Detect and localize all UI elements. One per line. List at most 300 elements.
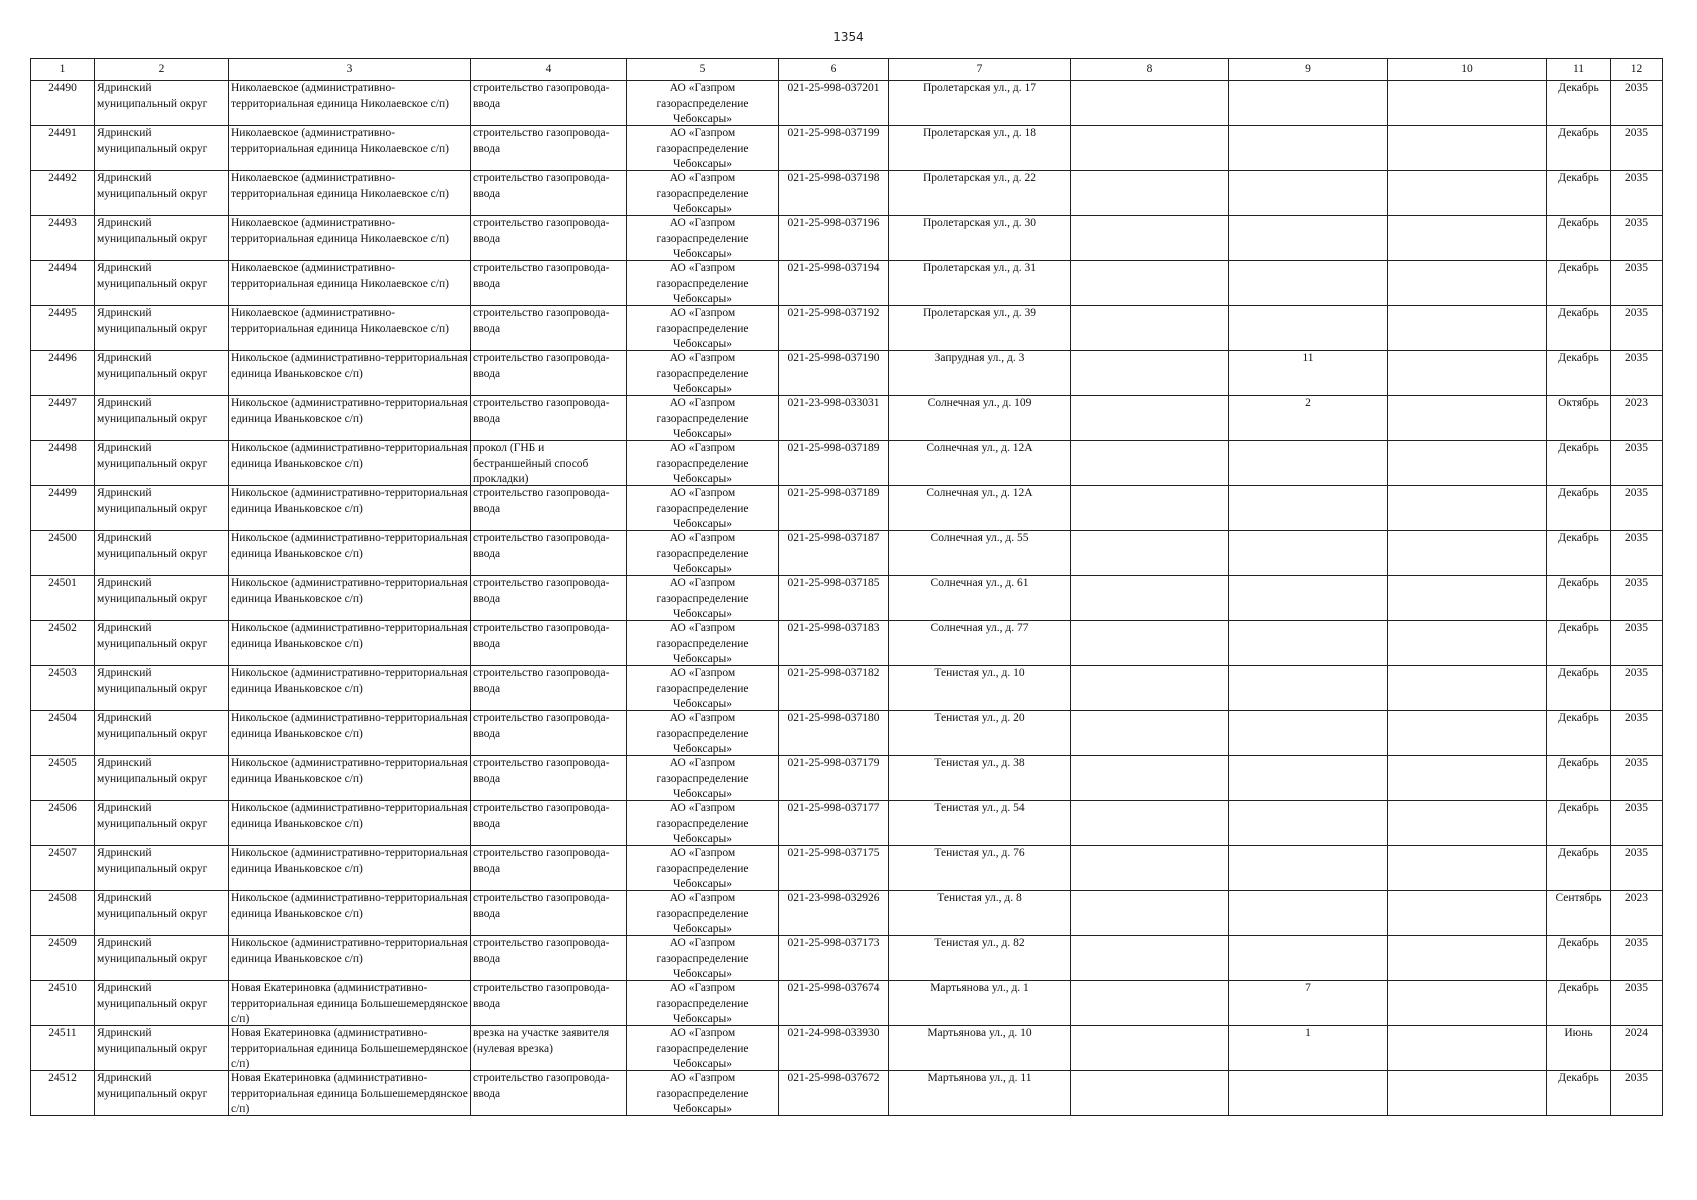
address-cell-text: Солнечная ул., д. 109 bbox=[927, 397, 1032, 409]
column-header: 4 bbox=[471, 59, 627, 81]
row-number-cell bbox=[31, 216, 95, 261]
work-type-cell-text: строительство газопровода-ввода bbox=[473, 802, 610, 830]
work-type-cell bbox=[471, 711, 627, 756]
work-type-cell-text: строительство газопровода-ввода bbox=[473, 982, 610, 1010]
organization-cell-text: АО «Газпром газораспределение Чебоксары» bbox=[656, 487, 749, 530]
address-cell bbox=[889, 711, 1071, 756]
district-cell-text: Ядринский муниципальный округ bbox=[97, 442, 208, 470]
column-10-cell bbox=[1388, 846, 1547, 891]
settlement-cell-text: Никольское (административно-территориальная единица Иваньковское с/п) bbox=[231, 847, 468, 875]
code-cell-text: 021-25-998-037674 bbox=[787, 982, 880, 994]
column-8-cell bbox=[1071, 756, 1229, 801]
code-cell bbox=[779, 891, 889, 936]
row-number-cell bbox=[31, 576, 95, 621]
settlement-cell-text: Николаевское (административно-территориальная единица Николаевское с/п) bbox=[231, 307, 449, 335]
column-10-cell bbox=[1388, 216, 1547, 261]
row-number-cell-text: 24497 bbox=[48, 397, 77, 409]
year-cell-text: 2035 bbox=[1625, 757, 1648, 769]
row-number-cell bbox=[31, 936, 95, 981]
settlement-cell bbox=[229, 306, 471, 351]
table-row bbox=[31, 441, 1663, 486]
year-cell-text: 2035 bbox=[1625, 712, 1648, 724]
month-cell-text: Декабрь bbox=[1558, 172, 1599, 184]
settlement-cell-text: Николаевское (административно-территориальная единица Николаевское с/п) bbox=[231, 82, 449, 110]
work-type-cell-text: строительство газопровода-ввода bbox=[473, 262, 610, 290]
column-8-cell bbox=[1071, 621, 1229, 666]
table-row bbox=[31, 666, 1663, 711]
work-type-cell bbox=[471, 531, 627, 576]
address-cell bbox=[889, 216, 1071, 261]
work-type-cell bbox=[471, 576, 627, 621]
work-type-cell-text: строительство газопровода-ввода bbox=[473, 82, 610, 110]
table-row bbox=[31, 1071, 1663, 1116]
code-cell-text: 021-25-998-037189 bbox=[787, 487, 880, 499]
year-cell bbox=[1611, 441, 1663, 486]
month-cell bbox=[1547, 261, 1611, 306]
column-9-cell bbox=[1229, 1026, 1388, 1071]
settlement-cell-text: Никольское (административно-территориальная единица Иваньковское с/п) bbox=[231, 352, 468, 380]
row-number-cell bbox=[31, 171, 95, 216]
table-row bbox=[31, 486, 1663, 531]
month-cell bbox=[1547, 576, 1611, 621]
settlement-cell bbox=[229, 846, 471, 891]
column-9-cell bbox=[1229, 756, 1388, 801]
address-cell-text: Мартьянова ул., д. 1 bbox=[930, 982, 1029, 994]
settlement-cell bbox=[229, 81, 471, 126]
district-cell bbox=[95, 306, 229, 351]
column-10-cell bbox=[1388, 666, 1547, 711]
organization-cell-text: АО «Газпром газораспределение Чебоксары» bbox=[656, 667, 749, 710]
organization-cell bbox=[627, 216, 779, 261]
column-8-cell bbox=[1071, 711, 1229, 756]
row-number-cell-text: 24504 bbox=[48, 712, 77, 724]
address-cell bbox=[889, 486, 1071, 531]
year-cell-text: 2035 bbox=[1625, 442, 1648, 454]
address-cell bbox=[889, 126, 1071, 171]
work-type-cell bbox=[471, 981, 627, 1026]
column-header: 1 bbox=[31, 59, 95, 81]
row-number-cell bbox=[31, 846, 95, 891]
work-type-cell bbox=[471, 81, 627, 126]
row-number-cell-text: 24498 bbox=[48, 442, 77, 454]
row-number-cell-text: 24490 bbox=[48, 82, 77, 94]
address-cell-text: Тенистая ул., д. 76 bbox=[934, 847, 1025, 859]
month-cell-text: Декабрь bbox=[1558, 487, 1599, 499]
organization-cell bbox=[627, 261, 779, 306]
code-cell-text: 021-25-998-037672 bbox=[787, 1072, 880, 1084]
column-10-cell bbox=[1388, 486, 1547, 531]
district-cell bbox=[95, 126, 229, 171]
column-8-cell bbox=[1071, 576, 1229, 621]
column-9-cell bbox=[1229, 1071, 1388, 1116]
year-cell bbox=[1611, 486, 1663, 531]
settlement-cell-text: Никольское (административно-территориальная единица Иваньковское с/п) bbox=[231, 397, 468, 425]
year-cell bbox=[1611, 711, 1663, 756]
month-cell bbox=[1547, 351, 1611, 396]
address-cell bbox=[889, 531, 1071, 576]
organization-cell-text: АО «Газпром газораспределение Чебоксары» bbox=[656, 757, 749, 800]
year-cell-text: 2035 bbox=[1625, 82, 1648, 94]
code-cell-text: 021-25-998-037185 bbox=[787, 577, 880, 589]
month-cell bbox=[1547, 441, 1611, 486]
organization-cell bbox=[627, 1026, 779, 1071]
year-cell bbox=[1611, 126, 1663, 171]
district-cell bbox=[95, 936, 229, 981]
address-cell bbox=[889, 666, 1071, 711]
year-cell bbox=[1611, 756, 1663, 801]
column-9-cell bbox=[1229, 576, 1388, 621]
district-cell bbox=[95, 216, 229, 261]
year-cell-text: 2035 bbox=[1625, 982, 1648, 994]
settlement-cell-text: Никольское (административно-территориальная единица Иваньковское с/п) bbox=[231, 937, 468, 965]
column-10-cell bbox=[1388, 81, 1547, 126]
organization-cell-text: АО «Газпром газораспределение Чебоксары» bbox=[656, 307, 749, 350]
column-10-cell bbox=[1388, 351, 1547, 396]
settlement-cell bbox=[229, 801, 471, 846]
year-cell bbox=[1611, 801, 1663, 846]
code-cell-text: 021-25-998-037187 bbox=[787, 532, 880, 544]
column-header: 8 bbox=[1071, 59, 1229, 81]
address-cell-text: Пролетарская ул., д. 30 bbox=[922, 217, 1036, 229]
settlement-cell-text: Николаевское (административно-территориальная единица Николаевское с/п) bbox=[231, 217, 449, 245]
code-cell bbox=[779, 441, 889, 486]
month-cell-text: Декабрь bbox=[1558, 127, 1599, 139]
month-cell-text: Декабрь bbox=[1558, 667, 1599, 679]
work-type-cell bbox=[471, 261, 627, 306]
year-cell bbox=[1611, 576, 1663, 621]
organization-cell bbox=[627, 666, 779, 711]
work-type-cell-text: строительство газопровода-ввода bbox=[473, 532, 610, 560]
month-cell-text: Декабрь bbox=[1558, 82, 1599, 94]
district-cell-text: Ядринский муниципальный округ bbox=[97, 577, 208, 605]
month-cell-text: Декабрь bbox=[1558, 577, 1599, 589]
district-cell bbox=[95, 1071, 229, 1116]
month-cell bbox=[1547, 621, 1611, 666]
work-type-cell bbox=[471, 936, 627, 981]
district-cell-text: Ядринский муниципальный округ bbox=[97, 397, 208, 425]
code-cell bbox=[779, 711, 889, 756]
row-number-cell-text: 24499 bbox=[48, 487, 77, 499]
work-type-cell bbox=[471, 891, 627, 936]
row-number-cell-text: 24506 bbox=[48, 802, 77, 814]
organization-cell-text: АО «Газпром газораспределение Чебоксары» bbox=[656, 127, 749, 170]
table-row bbox=[31, 936, 1663, 981]
column-header: 11 bbox=[1547, 59, 1611, 81]
settlement-cell-text: Новая Екатериновка (административно-территориальная единица Большешемердянское с/п) bbox=[231, 982, 468, 1025]
table-row bbox=[31, 396, 1663, 441]
column-8-cell bbox=[1071, 801, 1229, 846]
code-cell bbox=[779, 81, 889, 126]
district-cell bbox=[95, 981, 229, 1026]
row-number-cell bbox=[31, 441, 95, 486]
address-cell-text: Тенистая ул., д. 10 bbox=[934, 667, 1025, 679]
organization-cell-text: АО «Газпром газораспределение Чебоксары» bbox=[656, 82, 749, 125]
settlement-cell-text: Николаевское (административно-территориальная единица Николаевское с/п) bbox=[231, 172, 449, 200]
column-8-cell bbox=[1071, 351, 1229, 396]
settlement-cell-text: Новая Екатериновка (административно-территориальная единица Большешемердянское с/п) bbox=[231, 1027, 468, 1070]
organization-cell-text: АО «Газпром газораспределение Чебоксары» bbox=[656, 847, 749, 890]
month-cell-text: Декабрь bbox=[1558, 937, 1599, 949]
address-cell bbox=[889, 846, 1071, 891]
month-cell bbox=[1547, 126, 1611, 171]
year-cell-text: 2024 bbox=[1625, 1027, 1648, 1039]
year-cell-text: 2035 bbox=[1625, 352, 1648, 364]
district-cell-text: Ядринский муниципальный округ bbox=[97, 487, 208, 515]
row-number-cell bbox=[31, 396, 95, 441]
district-cell-text: Ядринский муниципальный округ bbox=[97, 1072, 208, 1100]
settlement-cell-text: Никольское (административно-территориальная единица Иваньковское с/п) bbox=[231, 892, 468, 920]
column-header: 7 bbox=[889, 59, 1071, 81]
column-10-cell bbox=[1388, 711, 1547, 756]
work-type-cell-text: строительство газопровода-ввода bbox=[473, 847, 610, 875]
address-cell-text: Тенистая ул., д. 8 bbox=[937, 892, 1022, 904]
row-number-cell bbox=[31, 1026, 95, 1071]
settlement-cell bbox=[229, 351, 471, 396]
work-type-cell-text: строительство газопровода-ввода bbox=[473, 757, 610, 785]
code-cell bbox=[779, 126, 889, 171]
code-cell bbox=[779, 351, 889, 396]
column-10-cell bbox=[1388, 891, 1547, 936]
settlement-cell-text: Никольское (административно-территориальная единица Иваньковское с/п) bbox=[231, 712, 468, 740]
column-9-cell bbox=[1229, 171, 1388, 216]
organization-cell-text: АО «Газпром газораспределение Чебоксары» bbox=[656, 217, 749, 260]
code-cell bbox=[779, 171, 889, 216]
code-cell bbox=[779, 756, 889, 801]
month-cell-text: Декабрь bbox=[1558, 262, 1599, 274]
column-8-cell bbox=[1071, 936, 1229, 981]
organization-cell-text: АО «Газпром газораспределение Чебоксары» bbox=[656, 982, 749, 1025]
district-cell bbox=[95, 441, 229, 486]
column-9-cell-text: 11 bbox=[1302, 352, 1314, 364]
organization-cell-text: АО «Газпром газораспределение Чебоксары» bbox=[656, 937, 749, 980]
work-type-cell-text: строительство газопровода-ввода bbox=[473, 622, 610, 650]
month-cell-text: Октябрь bbox=[1558, 397, 1599, 409]
column-9-cell bbox=[1229, 441, 1388, 486]
work-type-cell bbox=[471, 621, 627, 666]
year-cell bbox=[1611, 396, 1663, 441]
settlement-cell bbox=[229, 981, 471, 1026]
table-row bbox=[31, 531, 1663, 576]
column-header: 10 bbox=[1388, 59, 1547, 81]
organization-cell bbox=[627, 936, 779, 981]
year-cell bbox=[1611, 936, 1663, 981]
row-number-cell bbox=[31, 1071, 95, 1116]
work-type-cell bbox=[471, 171, 627, 216]
address-cell bbox=[889, 621, 1071, 666]
organization-cell bbox=[627, 846, 779, 891]
organization-cell-text: АО «Газпром газораспределение Чебоксары» bbox=[656, 397, 749, 440]
column-9-cell bbox=[1229, 351, 1388, 396]
table-body bbox=[31, 81, 1663, 1116]
month-cell bbox=[1547, 171, 1611, 216]
column-9-cell-text: 7 bbox=[1305, 982, 1311, 994]
month-cell bbox=[1547, 846, 1611, 891]
district-cell-text: Ядринский муниципальный округ bbox=[97, 1027, 208, 1055]
column-9-cell bbox=[1229, 261, 1388, 306]
work-type-cell-text: строительство газопровода-ввода bbox=[473, 892, 610, 920]
table-row bbox=[31, 126, 1663, 171]
address-cell-text: Тенистая ул., д. 54 bbox=[934, 802, 1025, 814]
settlement-cell bbox=[229, 1071, 471, 1116]
month-cell-text: Декабрь bbox=[1558, 442, 1599, 454]
work-type-cell bbox=[471, 1026, 627, 1071]
work-type-cell bbox=[471, 756, 627, 801]
address-cell bbox=[889, 306, 1071, 351]
work-type-cell bbox=[471, 216, 627, 261]
month-cell bbox=[1547, 486, 1611, 531]
month-cell bbox=[1547, 306, 1611, 351]
work-type-cell-text: строительство газопровода-ввода bbox=[473, 172, 610, 200]
table-row bbox=[31, 801, 1663, 846]
code-cell-text: 021-25-998-037201 bbox=[787, 82, 880, 94]
settlement-cell bbox=[229, 936, 471, 981]
row-number-cell bbox=[31, 261, 95, 306]
code-cell-text: 021-25-998-037194 bbox=[787, 262, 880, 274]
organization-cell bbox=[627, 396, 779, 441]
code-cell-text: 021-25-998-037179 bbox=[787, 757, 880, 769]
year-cell-text: 2035 bbox=[1625, 577, 1648, 589]
code-cell bbox=[779, 576, 889, 621]
column-header: 6 bbox=[779, 59, 889, 81]
address-cell-text: Пролетарская ул., д. 31 bbox=[922, 262, 1036, 274]
organization-cell bbox=[627, 486, 779, 531]
month-cell bbox=[1547, 1071, 1611, 1116]
district-cell bbox=[95, 666, 229, 711]
district-cell-text: Ядринский муниципальный округ bbox=[97, 352, 208, 380]
work-type-cell-text: строительство газопровода-ввода bbox=[473, 307, 610, 335]
district-cell-text: Ядринский муниципальный округ bbox=[97, 622, 208, 650]
year-cell-text: 2035 bbox=[1625, 217, 1648, 229]
district-cell bbox=[95, 351, 229, 396]
address-cell bbox=[889, 396, 1071, 441]
address-cell-text: Тенистая ул., д. 20 bbox=[934, 712, 1025, 724]
organization-cell bbox=[627, 531, 779, 576]
column-10-cell bbox=[1388, 576, 1547, 621]
table-row bbox=[31, 846, 1663, 891]
address-cell-text: Запрудная ул., д. 3 bbox=[934, 352, 1025, 364]
code-cell bbox=[779, 531, 889, 576]
month-cell-text: Декабрь bbox=[1558, 1072, 1599, 1084]
district-cell bbox=[95, 846, 229, 891]
table-row bbox=[31, 621, 1663, 666]
code-cell bbox=[779, 846, 889, 891]
work-type-cell bbox=[471, 351, 627, 396]
settlement-cell bbox=[229, 171, 471, 216]
district-cell bbox=[95, 576, 229, 621]
organization-cell bbox=[627, 981, 779, 1026]
column-header: 9 bbox=[1229, 59, 1388, 81]
year-cell bbox=[1611, 891, 1663, 936]
settlement-cell-text: Никольское (административно-территориальная единица Иваньковское с/п) bbox=[231, 622, 468, 650]
code-cell bbox=[779, 306, 889, 351]
column-10-cell bbox=[1388, 306, 1547, 351]
settlement-cell bbox=[229, 216, 471, 261]
address-cell bbox=[889, 891, 1071, 936]
column-10-cell bbox=[1388, 1026, 1547, 1071]
address-cell-text: Мартьянова ул., д. 10 bbox=[927, 1027, 1032, 1039]
year-cell-text: 2035 bbox=[1625, 532, 1648, 544]
column-8-cell bbox=[1071, 891, 1229, 936]
settlement-cell-text: Николаевское (административно-территориальная единица Николаевское с/п) bbox=[231, 127, 449, 155]
work-type-cell bbox=[471, 441, 627, 486]
organization-cell bbox=[627, 621, 779, 666]
year-cell-text: 2023 bbox=[1625, 892, 1648, 904]
address-cell bbox=[889, 81, 1071, 126]
address-cell-text: Солнечная ул., д. 61 bbox=[930, 577, 1029, 589]
year-cell bbox=[1611, 666, 1663, 711]
settlement-cell-text: Никольское (административно-территориальная единица Иваньковское с/п) bbox=[231, 532, 468, 560]
month-cell bbox=[1547, 666, 1611, 711]
column-10-cell bbox=[1388, 1071, 1547, 1116]
code-cell-text: 021-25-998-037175 bbox=[787, 847, 880, 859]
row-number-cell-text: 24495 bbox=[48, 307, 77, 319]
organization-cell-text: АО «Газпром газораспределение Чебоксары» bbox=[656, 802, 749, 845]
column-8-cell bbox=[1071, 261, 1229, 306]
table-row bbox=[31, 756, 1663, 801]
table-row bbox=[31, 891, 1663, 936]
work-type-cell-text: строительство газопровода-ввода bbox=[473, 667, 610, 695]
row-number-cell bbox=[31, 486, 95, 531]
district-cell bbox=[95, 1026, 229, 1071]
column-9-cell bbox=[1229, 216, 1388, 261]
work-type-cell bbox=[471, 306, 627, 351]
month-cell bbox=[1547, 891, 1611, 936]
month-cell-text: Декабрь bbox=[1558, 622, 1599, 634]
table-row bbox=[31, 216, 1663, 261]
year-cell-text: 2035 bbox=[1625, 262, 1648, 274]
month-cell-text: Июнь bbox=[1564, 1027, 1593, 1039]
organization-cell-text: АО «Газпром газораспределение Чебоксары» bbox=[656, 892, 749, 935]
address-cell-text: Солнечная ул., д. 55 bbox=[930, 532, 1029, 544]
row-number-cell bbox=[31, 126, 95, 171]
row-number-cell-text: 24512 bbox=[48, 1072, 77, 1084]
address-cell-text: Тенистая ул., д. 82 bbox=[934, 937, 1025, 949]
work-type-cell bbox=[471, 801, 627, 846]
code-cell bbox=[779, 1026, 889, 1071]
district-cell-text: Ядринский муниципальный округ bbox=[97, 217, 208, 245]
settlement-cell-text: Никольское (административно-территориальная единица Иваньковское с/п) bbox=[231, 442, 468, 470]
code-cell-text: 021-25-998-037183 bbox=[787, 622, 880, 634]
month-cell bbox=[1547, 531, 1611, 576]
column-8-cell bbox=[1071, 306, 1229, 351]
year-cell-text: 2035 bbox=[1625, 307, 1648, 319]
month-cell-text: Декабрь bbox=[1558, 532, 1599, 544]
table-row bbox=[31, 576, 1663, 621]
organization-cell-text: АО «Газпром газораспределение Чебоксары» bbox=[656, 442, 749, 485]
column-header: 5 bbox=[627, 59, 779, 81]
year-cell-text: 2023 bbox=[1625, 397, 1648, 409]
row-number-cell-text: 24503 bbox=[48, 667, 77, 679]
code-cell-text: 021-25-998-037180 bbox=[787, 712, 880, 724]
column-header: 3 bbox=[229, 59, 471, 81]
column-10-cell bbox=[1388, 261, 1547, 306]
code-cell bbox=[779, 396, 889, 441]
year-cell-text: 2035 bbox=[1625, 127, 1648, 139]
year-cell-text: 2035 bbox=[1625, 622, 1648, 634]
column-10-cell bbox=[1388, 801, 1547, 846]
column-8-cell bbox=[1071, 81, 1229, 126]
year-cell-text: 2035 bbox=[1625, 937, 1648, 949]
table-row bbox=[31, 981, 1663, 1026]
address-cell bbox=[889, 171, 1071, 216]
month-cell-text: Декабрь bbox=[1558, 352, 1599, 364]
table-row bbox=[31, 81, 1663, 126]
organization-cell bbox=[627, 441, 779, 486]
code-cell bbox=[779, 981, 889, 1026]
district-cell bbox=[95, 756, 229, 801]
district-cell-text: Ядринский муниципальный округ bbox=[97, 757, 208, 785]
address-cell-text: Солнечная ул., д. 12А bbox=[926, 442, 1033, 454]
